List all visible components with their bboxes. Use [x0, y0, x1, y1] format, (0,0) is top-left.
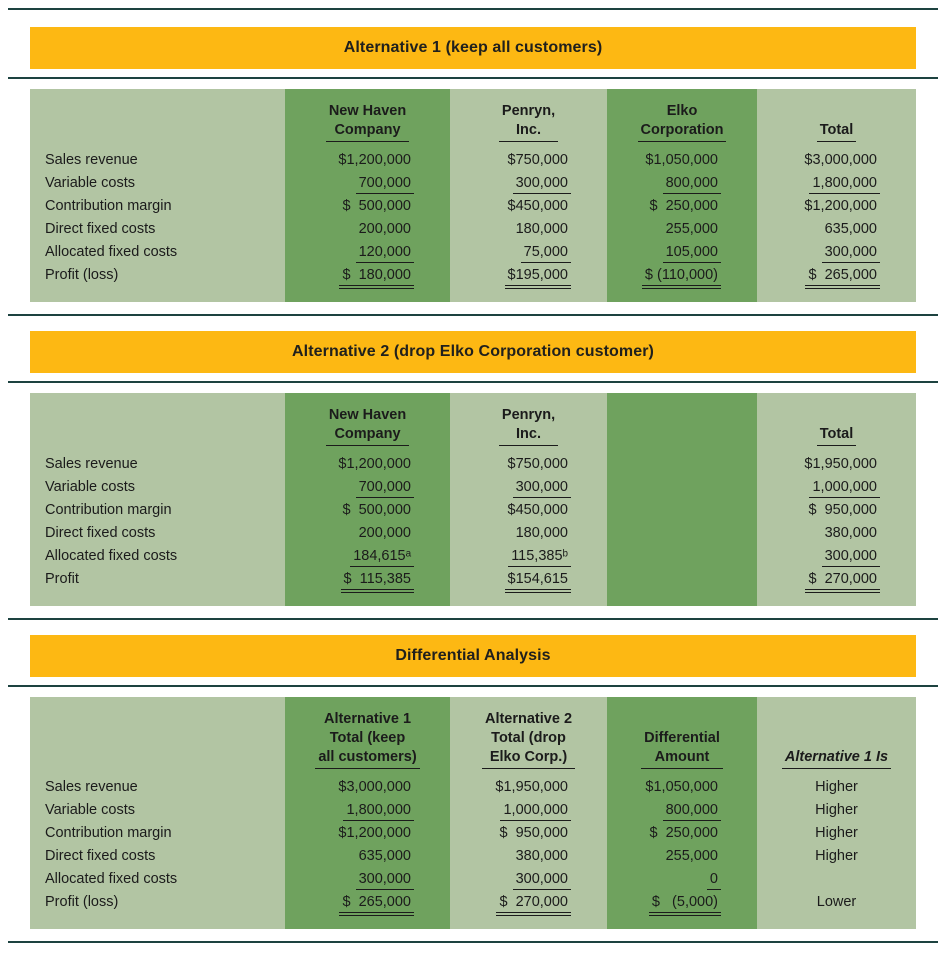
value: $ 250,000: [649, 198, 718, 214]
spacer-cell: [30, 593, 285, 606]
value: $ 250,000: [649, 825, 718, 841]
value-cell: [450, 149, 607, 172]
value-cell: [607, 499, 757, 522]
table-alternative-2: [30, 393, 916, 606]
value-cell: [285, 476, 450, 499]
row-label: Sales revenue: [45, 152, 138, 168]
column-header: [607, 89, 757, 149]
value-cell: [450, 172, 607, 195]
value: 180,000: [515, 525, 568, 541]
header-spacer: [30, 89, 285, 149]
value: Lower: [816, 894, 857, 910]
value: $1,050,000: [645, 779, 718, 795]
value: $ 950,000: [808, 502, 877, 518]
column-header-line: Elko: [666, 103, 698, 119]
value-cell: [450, 799, 607, 822]
value-cell: [757, 172, 916, 195]
value: 180,000: [515, 221, 568, 237]
value: $1,200,000: [338, 825, 411, 841]
row-label: Contribution margin: [45, 198, 172, 214]
spacer-cell: [757, 916, 916, 929]
value: 380,000: [824, 525, 877, 541]
column-header: [450, 697, 607, 776]
value-cell: [757, 522, 916, 545]
value: $1,950,000: [804, 456, 877, 472]
value: 300,000: [356, 869, 414, 890]
value-cell: [757, 476, 916, 499]
spacer: [8, 10, 938, 27]
spacer-cell: [30, 289, 285, 302]
value: $ 500,000: [342, 198, 411, 214]
column-header-line: all customers): [315, 748, 419, 769]
value: 1,800,000: [809, 173, 880, 194]
value: 255,000: [665, 221, 718, 237]
value: 255,000: [665, 848, 718, 864]
value: 75,000: [521, 242, 571, 263]
value-cell: [607, 218, 757, 241]
value: 200,000: [358, 525, 411, 541]
value: 800,000: [663, 800, 721, 821]
spacer: [8, 79, 938, 89]
spacer-cell: [757, 593, 916, 606]
column-header-line: Total (drop: [491, 730, 566, 746]
spacer: [8, 687, 938, 697]
column-header-text: [638, 102, 727, 142]
value-cell: [757, 568, 916, 593]
row-label: Profit (loss): [45, 267, 119, 283]
row-label: Sales revenue: [45, 456, 138, 472]
row-label: Variable costs: [45, 479, 135, 495]
value-cell: [607, 868, 757, 891]
spacer: [8, 606, 938, 618]
value: 0: [707, 869, 721, 890]
value: 380,000: [515, 848, 568, 864]
column-header-line: Alternative 1 Is: [782, 748, 891, 769]
column-header-line: Inc.: [499, 425, 558, 446]
value: $ 270,000: [805, 569, 880, 593]
column-header-line: Differential: [644, 730, 720, 746]
column-header-line: Elko Corp.): [482, 748, 575, 769]
column-header-text: [817, 121, 857, 142]
value-cell: [757, 891, 916, 916]
value-cell: [757, 776, 916, 799]
spacer-cell: [450, 289, 607, 302]
divider-rule-bottom: [8, 941, 938, 943]
column-header-text: [641, 729, 723, 769]
row-label: Direct fixed costs: [45, 848, 156, 864]
value-cell: [757, 218, 916, 241]
spacer-cell: [30, 916, 285, 929]
value: 635,000: [358, 848, 411, 864]
row-label: Allocated fixed costs: [45, 244, 178, 260]
value-cell: [607, 776, 757, 799]
value-cell: [285, 499, 450, 522]
value: $ 115,385: [341, 569, 414, 593]
section-banner-alternative-1: [30, 27, 916, 69]
column-header-text: [326, 406, 409, 446]
row-label: Direct fixed costs: [45, 525, 156, 541]
spacer-cell: [285, 916, 450, 929]
value: $3,000,000: [338, 779, 411, 795]
value-cell: [757, 264, 916, 289]
spacer-cell: [450, 593, 607, 606]
value: 200,000: [358, 221, 411, 237]
column-header-line: Total (keep: [329, 730, 406, 746]
column-header: [285, 393, 450, 453]
column-header-line: Total: [817, 121, 857, 142]
spacer-cell: [757, 289, 916, 302]
value: $154,615: [505, 569, 571, 593]
value-cell: [450, 822, 607, 845]
value: 800,000: [663, 173, 721, 194]
value-cell: [450, 195, 607, 218]
banner-title: Alternative 1 (keep all customers): [343, 39, 603, 56]
row-label: Contribution margin: [45, 825, 172, 841]
column-header-line: Company: [326, 425, 409, 446]
value: 300,000: [513, 173, 571, 194]
column-header: [757, 697, 916, 776]
value-cell: [757, 195, 916, 218]
value: 105,000: [663, 242, 721, 263]
value: $450,000: [507, 502, 568, 518]
value-cell: [607, 799, 757, 822]
value-cell: [285, 149, 450, 172]
column-header-line: Penryn,: [501, 407, 556, 423]
row-label: Contribution margin: [45, 502, 172, 518]
value-cell: [285, 776, 450, 799]
section-banner-differential-analysis: [30, 635, 916, 677]
value-cell: [450, 264, 607, 289]
row-label: Variable costs: [45, 175, 135, 191]
value-cell: [450, 891, 607, 916]
value: 700,000: [356, 477, 414, 498]
value: $1,950,000: [495, 779, 568, 795]
spacer: [8, 383, 938, 393]
spacer: [8, 929, 938, 941]
value-cell: [757, 799, 916, 822]
value-cell: [450, 868, 607, 891]
value: $ 265,000: [805, 265, 880, 289]
value-cell: [450, 522, 607, 545]
value: Higher: [815, 779, 858, 795]
value-cell: [757, 545, 916, 568]
column-header: [285, 697, 450, 776]
column-header-text: [817, 425, 857, 446]
value: 300,000: [822, 242, 880, 263]
banner-title: Differential Analysis: [395, 647, 551, 664]
value: 300,000: [513, 869, 571, 890]
value-cell: [450, 568, 607, 593]
value: $ 270,000: [496, 892, 571, 916]
spacer: [8, 316, 938, 331]
row-label: Profit (loss): [45, 894, 119, 910]
value: $ 500,000: [342, 502, 411, 518]
value-cell: [607, 172, 757, 195]
value-cell: [607, 891, 757, 916]
value-cell: [285, 264, 450, 289]
value: 635,000: [824, 221, 877, 237]
value-cell: [450, 218, 607, 241]
value: Higher: [815, 825, 858, 841]
value-cell: [285, 545, 450, 568]
value: 115,385ᵇ: [508, 546, 571, 567]
column-header-text: [499, 406, 558, 446]
value: $450,000: [507, 198, 568, 214]
value: 1,000,000: [500, 800, 571, 821]
value-cell: [757, 241, 916, 264]
header-spacer: [30, 393, 285, 453]
value-cell: [757, 149, 916, 172]
column-header-line: New Haven: [328, 407, 407, 423]
column-header: [607, 697, 757, 776]
column-header-line: Alternative 1: [323, 711, 412, 727]
value-cell: [285, 568, 450, 593]
value: $ (110,000): [642, 265, 721, 289]
value: $750,000: [507, 152, 568, 168]
column-header: [450, 89, 607, 149]
column-header: [450, 393, 607, 453]
column-header-text: [326, 102, 409, 142]
column-header: [757, 89, 916, 149]
column-header-text: [315, 710, 419, 769]
value-cell: [607, 241, 757, 264]
value-cell: [757, 868, 916, 891]
value-cell: [607, 545, 757, 568]
spacer-cell: [285, 289, 450, 302]
value: $1,200,000: [338, 456, 411, 472]
column-header-line: Penryn,: [501, 103, 556, 119]
value: $750,000: [507, 456, 568, 472]
spacer-cell: [607, 916, 757, 929]
column-header: [757, 393, 916, 453]
column-header-text: [782, 748, 891, 769]
value-cell: [285, 822, 450, 845]
value: 1,000,000: [809, 477, 880, 498]
value: $195,000: [505, 265, 571, 289]
spacer-cell: [450, 916, 607, 929]
spacer-cell: [607, 289, 757, 302]
value-cell: [450, 453, 607, 476]
table-alternative-1: [30, 89, 916, 302]
value: 300,000: [822, 546, 880, 567]
spacer: [8, 69, 938, 77]
value-cell: [607, 476, 757, 499]
value-cell: [285, 172, 450, 195]
value-cell: [450, 776, 607, 799]
column-header-line: New Haven: [328, 103, 407, 119]
value-cell: [285, 195, 450, 218]
column-header-line: Amount: [641, 748, 723, 769]
value: $1,200,000: [338, 152, 411, 168]
value-cell: [285, 799, 450, 822]
value-cell: [285, 522, 450, 545]
value: 700,000: [356, 173, 414, 194]
value: $ (5,000): [649, 892, 721, 916]
value-cell: [285, 845, 450, 868]
value: 1,800,000: [343, 800, 414, 821]
value-cell: [607, 845, 757, 868]
value-cell: [757, 499, 916, 522]
value: 184,615ᵃ: [350, 546, 414, 567]
value-cell: [607, 522, 757, 545]
spacer-cell: [285, 593, 450, 606]
spacer: [8, 373, 938, 381]
section-banner-alternative-2: [30, 331, 916, 373]
value: $ 265,000: [339, 892, 414, 916]
column-header-text: [499, 102, 558, 142]
row-label: Allocated fixed costs: [45, 871, 178, 887]
banner-title: Alternative 2 (drop Elko Corporation customer): [292, 343, 654, 360]
value-cell: [607, 568, 757, 593]
value-cell: [450, 241, 607, 264]
value-cell: [607, 453, 757, 476]
row-label: Direct fixed costs: [45, 221, 156, 237]
value: 120,000: [356, 242, 414, 263]
value: $ 180,000: [339, 265, 414, 289]
table-differential-analysis: [30, 697, 916, 929]
header-spacer: [30, 697, 285, 776]
value: Higher: [815, 848, 858, 864]
row-label: Profit: [45, 571, 79, 587]
value: Higher: [815, 802, 858, 818]
column-header: [285, 89, 450, 149]
value: $1,050,000: [645, 152, 718, 168]
value-cell: [607, 149, 757, 172]
value: $3,000,000: [804, 152, 877, 168]
row-label: Variable costs: [45, 802, 135, 818]
value-cell: [757, 845, 916, 868]
value-cell: [285, 453, 450, 476]
column-header-text: [482, 710, 575, 769]
row-label: Allocated fixed costs: [45, 548, 178, 564]
row-label: Sales revenue: [45, 779, 138, 795]
column-header-line: Corporation: [638, 121, 727, 142]
value-cell: [450, 499, 607, 522]
value: $1,200,000: [804, 198, 877, 214]
value-cell: [450, 845, 607, 868]
column-header-line: Company: [326, 121, 409, 142]
spacer: [8, 677, 938, 685]
value-cell: [285, 868, 450, 891]
value-cell: [450, 476, 607, 499]
column-header-line: Total: [817, 425, 857, 446]
column-header-line: Alternative 2: [484, 711, 573, 727]
value-cell: [285, 241, 450, 264]
value-cell: [607, 822, 757, 845]
value-cell: [607, 264, 757, 289]
spacer-cell: [607, 593, 757, 606]
value-cell: [607, 195, 757, 218]
column-header: [607, 393, 757, 453]
value: $ 950,000: [499, 825, 568, 841]
value-cell: [285, 218, 450, 241]
spacer: [8, 302, 938, 314]
value-cell: [450, 545, 607, 568]
value: 300,000: [513, 477, 571, 498]
column-header-line: Inc.: [499, 121, 558, 142]
spacer: [8, 620, 938, 635]
value-cell: [757, 822, 916, 845]
value-cell: [285, 891, 450, 916]
value-cell: [757, 453, 916, 476]
